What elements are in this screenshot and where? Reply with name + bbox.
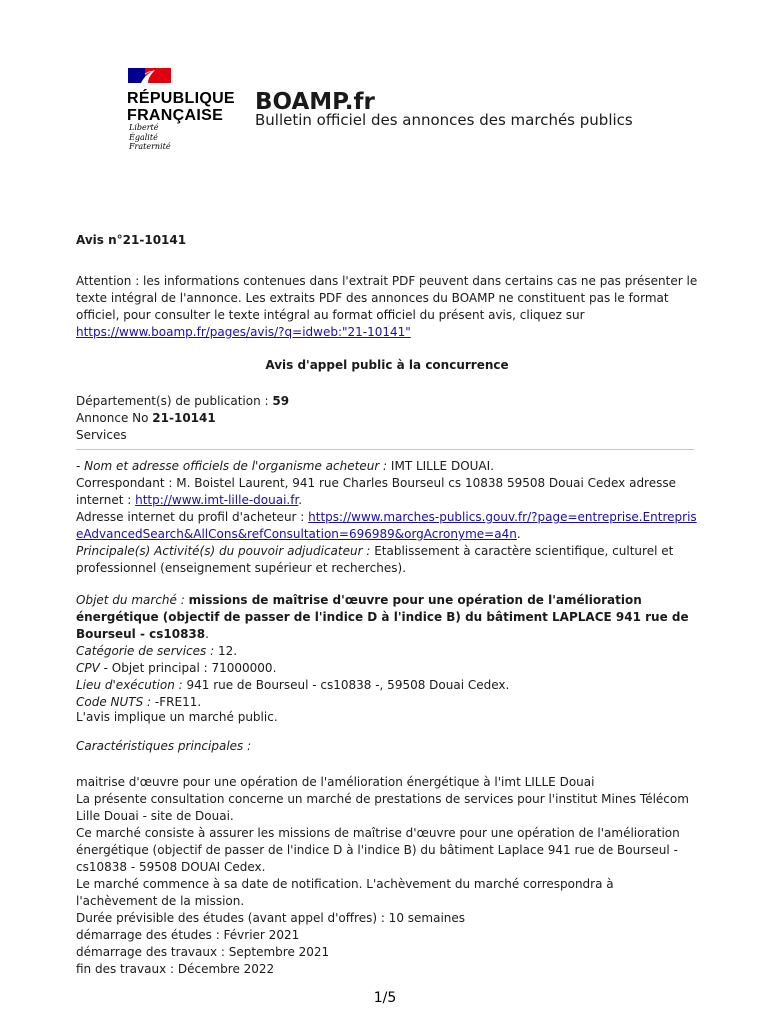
description-line: démarrage des études : Février 2021 bbox=[76, 928, 300, 942]
republique-francaise-flag-logo bbox=[128, 68, 171, 83]
boamp-brand: BOAMP.fr bbox=[255, 89, 375, 115]
publication-info: Département(s) de publication : 59 Annonce No 21-10141 Services bbox=[76, 394, 290, 442]
buyer-website-link[interactable]: http://www.imt-lille-douai.fr bbox=[135, 493, 299, 507]
notice-number: Avis n°21-10141 bbox=[76, 233, 187, 247]
page-number: 1/5 bbox=[373, 990, 397, 1006]
section-title: Avis d'appel public à la concurrence bbox=[265, 358, 509, 372]
description-line: Le marché commence à sa date de notification. L'achèvement du marché correspondra à l'achèvement de la mission. bbox=[76, 877, 614, 908]
description-block bbox=[76, 774, 698, 978]
main-characteristics-label: Caractéristiques principales : bbox=[76, 739, 252, 753]
description-line: démarrage des travaux : Septembre 2021 bbox=[76, 945, 330, 959]
boamp-subtitle: Bulletin officiel des annonces des marchés publics bbox=[255, 111, 633, 129]
boamp-notice-link[interactable]: https://www.boamp.fr/pages/avis/?q=idweb:"21-10141" bbox=[76, 325, 411, 339]
description-line: La présente consultation concerne un marché de prestations de services pour l'institut Mines Télécom Lille Douai - site de Douai. bbox=[76, 792, 689, 823]
attention-paragraph: Attention : les informations contenues dans l'extrait PDF peuvent dans certains cas ne pas présenter le texte intégral de l'annonce. Les extraits PDF des annonces du BOAMP ne constituent pas le format officiel, pour consulter le texte intégral au format officiel du présent avis, cliquez sur https://www.boamp.fr/pages/avis/?q=idweb:"21-10141" bbox=[76, 274, 698, 339]
description-line: Durée prévisible des études (avant appel d'offres) : 10 semaines bbox=[76, 911, 466, 925]
section-divider bbox=[76, 449, 694, 450]
public-market-statement: L'avis implique un marché public. bbox=[76, 710, 278, 724]
republique-francaise-wordmark: RÉPUBLIQUE FRANÇAISE bbox=[127, 90, 235, 124]
market-section: Objet du marché : missions de maîtrise d'œuvre pour une opération de l'amélioration énergétique (objectif de passer de l'indice D à l'indice B) du bâtiment LAPLACE 941 rue de Bourseul - cs10838. Catégorie de services : 12. CPV - Objet principal : 71000000. Lieu d'exécution : 941 rue de Bourseul - cs10838 -, 59508 Douai Cedex. Code NUTS : -FRE11. bbox=[76, 593, 689, 709]
buyer-section: - Nom et adresse officiels de l'organisme acheteur : IMT LILLE DOUAI. Correspondant : M. Boistel Laurent, 941 rue Charles Bourseul cs 10838 59508 Douai Cedex adresse internet : http://www.imt-lille-douai.fr. Adresse internet du profil d'acheteur : https://www.marches-publics.gouv.fr/?page=entreprise.EntrepriseAdvancedSearch&AllCons&refConsultation=696989&orgAcronyme=a4n. Principale(s) Activité(s) du pouvoir adjudicateur : Etablissement à caractère scientifique, culturel et professionnel (enseignement supérieur et recherches). bbox=[76, 459, 697, 575]
buyer-profile-link[interactable]: https://www.marches-publics.gouv.fr/?page=entreprise.EntrepriseAdvancedSearch&AllCons&refConsultation=696989&orgAcronyme=a4n bbox=[76, 510, 697, 541]
description-line: maitrise d'œuvre pour une opération de l'amélioration énergétique à l'imt LILLE Douai bbox=[76, 775, 595, 789]
republic-motto: Liberté Égalité Fraternité bbox=[129, 123, 171, 151]
description-line: fin des travaux : Décembre 2022 bbox=[76, 962, 275, 976]
description-line: Ce marché consiste à assurer les missions de maîtrise d'œuvre pour une opération de l'amélioration énergétique (objectif de passer de l'indice D à l'indice B) du bâtiment Laplace 941 rue de Bourseul - cs10838 - 59508 DOUAI Cedex. bbox=[76, 826, 680, 874]
